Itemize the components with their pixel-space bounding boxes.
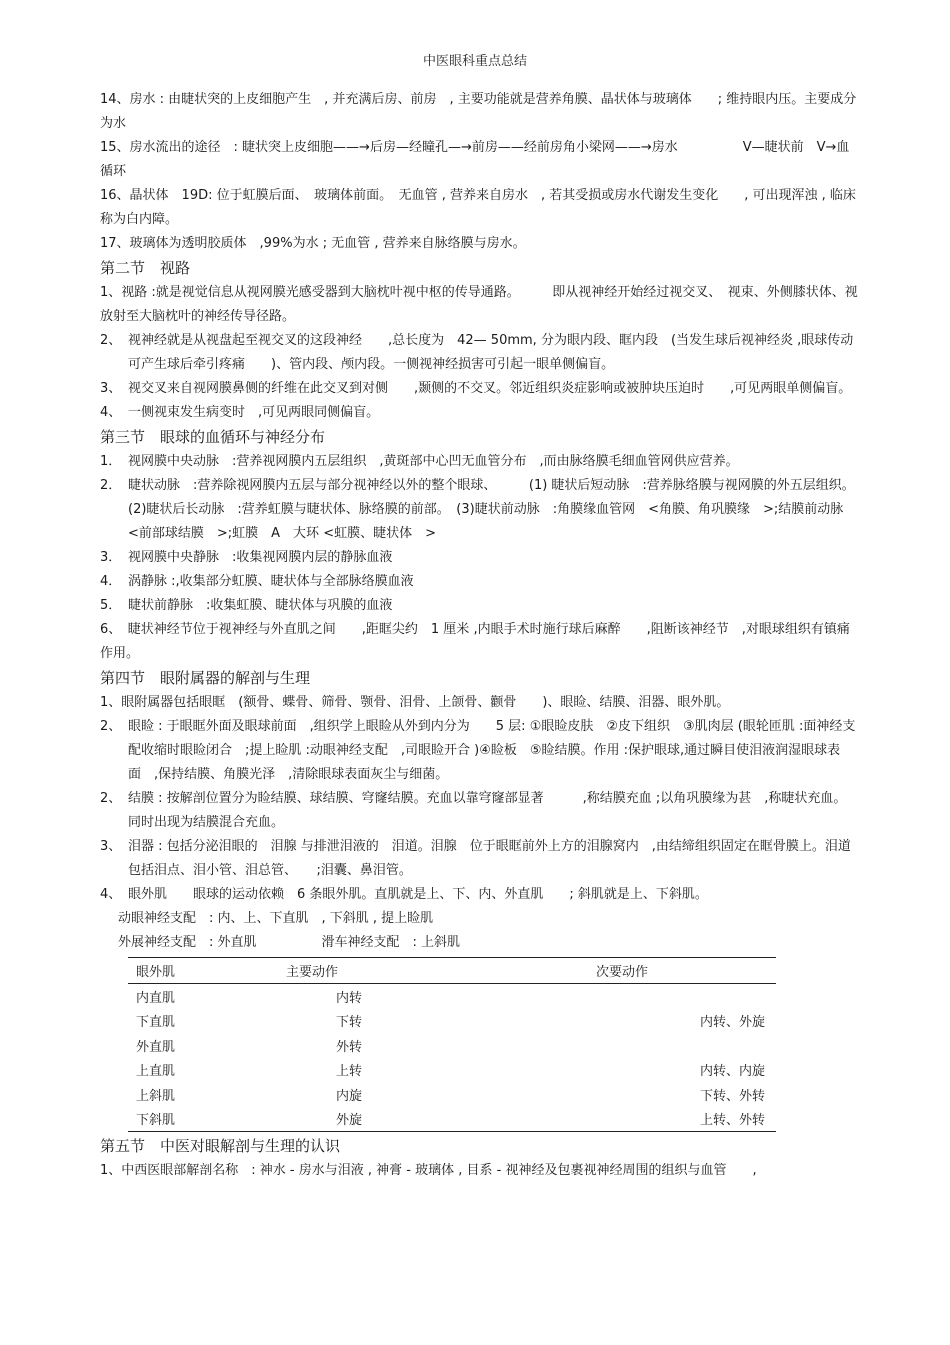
section-2-item [100, 401, 858, 425]
table-row [128, 1058, 776, 1083]
section-3-item [100, 450, 858, 474]
section-4-item [100, 787, 858, 835]
paragraph-16: 16、晶状体 19D: 位于虹膜后面、 玻璃体前面。 无血管 , 营养来自房水 , 若其受损或房水代谢发生变化 , 可出现浑浊 , 临床称为白内障。 [100, 188, 856, 227]
table-cell: 外旋 [336, 1113, 363, 1129]
item-text: 眼睑 : 于眼眶外面及眼球前面 ,组织学上眼睑从外到内分为 5 层: ①眼睑皮肤 ②皮下组织 ③肌肉层 (眼轮匝肌 :面神经支配收缩时眼睑闭合 ;提上睑肌 :动眼神经支配 ,司眼睑开合 )④睑板 ⑤睑结膜。作用 :保护眼球,通过瞬目使泪液润湿眼球表面 ,保持结膜、角膜光泽 ,清除眼球表面灰尘与细菌。 [128, 719, 856, 782]
table-cell: 内转、内旋 [700, 1064, 766, 1080]
extraocular-muscle-table [128, 957, 776, 1132]
table-cell: 上转 [336, 1064, 363, 1080]
table-row [128, 1107, 776, 1132]
paragraph-17: 17、玻璃体为透明胶质体 ,99%为水 ; 无血管 , 营养来自脉络膜与房水。 [100, 236, 526, 251]
item-number: 2． [100, 478, 122, 493]
section-5-paragraph-1: 1、中西医眼部解剖名称 : 神水 - 房水与泪液 , 神膏 - 玻璃体 , 目系 - 视神经及包裹视神经周围的组织与血管 , [100, 1163, 757, 1178]
section-2-item [100, 329, 858, 377]
item-number: 2、 [100, 333, 122, 348]
table-row [128, 984, 776, 1009]
section-2-heading: 第二节 视路 [100, 259, 191, 277]
table-row [128, 1009, 776, 1034]
column-header: 眼外肌 [128, 958, 256, 984]
oculomotor-note: 动眼神经支配 : 内、上、下直肌 , 下斜肌 , 提上睑肌 [118, 911, 434, 926]
table-cell [566, 1033, 776, 1058]
item-number: 3、 [100, 381, 122, 396]
section-3-heading: 第三节 眼球的血循环与神经分布 [100, 428, 326, 446]
item-number: 4、 [100, 887, 122, 902]
table-cell: 上转、外转 [700, 1113, 766, 1129]
item-number: 2、 [100, 791, 122, 806]
table-cell: 下转 [336, 1015, 363, 1031]
column-header: 次要动作 [566, 958, 776, 984]
abducens-trochlear-note: 外展神经支配 : 外直肌 滑车神经支配 : 上斜肌 [118, 935, 461, 950]
item-text: 睫状动脉 :营养除视网膜内五层与部分视神经以外的整个眼球、 (1) 睫状后短动脉 :营养脉络膜与视网膜的外五层组织。 (2)睫状后长动脉 :营养虹膜与睫状体、脉络膜的前部。 (3)睫状前动脉 :角膜缘血管网 <角膜、角巩膜缘 >;结膜前动脉 <前部球结膜 >;虹膜 A 大环 <虹膜、睫状体 > [128, 478, 862, 541]
section-3-item [100, 546, 858, 570]
column-header: 主要动作 [256, 958, 566, 984]
table-cell: 上直肌 [136, 1064, 176, 1080]
table-cell: 内直肌 [136, 990, 176, 1006]
item-text: 眼外肌 眼球的运动依赖 6 条眼外肌。直肌就是上、下、内、外直肌 ; 斜肌就是上、下斜肌。 [128, 887, 708, 902]
item-text: 视神经就是从视盘起至视交叉的这段神经 ,总长度为 42— 50mm, 分为眼内段、眶内段 (当发生球后视神经炎 ,眼球传动可产生球后牵引疼痛 )、管内段、颅内段。一侧视神经损害可引起一眼单侧偏盲。 [128, 333, 854, 372]
section-3-paragraph-6: 6、 睫状神经节位于视神经与外直肌之间 ,距眶尖约 1 厘米 ,内眼手术时施行球后麻醉 ,阻断该神经节 ,对眼球组织有镇痛作用。 [100, 622, 850, 661]
item-number: 4、 [100, 405, 122, 420]
item-text: 涡静脉 :,收集部分虹膜、睫状体与全部脉络膜血液 [128, 574, 414, 589]
section-4-item [100, 835, 858, 883]
table-cell [566, 984, 776, 1009]
section-5-heading: 第五节 中医对眼解剖与生理的认识 [100, 1137, 341, 1155]
table-cell: 内转 [336, 990, 363, 1006]
item-text: 一侧视束发生病变时 ,可见两眼同侧偏盲。 [128, 405, 380, 420]
paragraph-14: 14、房水 : 由睫状突的上皮细胞产生 , 并充满后房、前房 , 主要功能就是营养角膜、晶状体与玻璃体 ; 维持眼内压。主要成分为水 [100, 92, 857, 131]
table-cell: 上斜肌 [136, 1088, 176, 1104]
table-cell: 内转、外旋 [700, 1015, 766, 1031]
item-number: 5． [100, 598, 122, 613]
section-2-item [100, 377, 858, 401]
table-row [128, 1033, 776, 1058]
item-number: 3、 [100, 839, 122, 854]
section-3-item [100, 594, 858, 618]
table-cell: 下直肌 [136, 1015, 176, 1031]
section-3-item [100, 474, 862, 546]
section-3-item [100, 570, 858, 594]
table-row [128, 1082, 776, 1107]
section-4-heading: 第四节 眼附属器的解剖与生理 [100, 669, 311, 687]
item-text: 视网膜中央动脉 :营养视网膜内五层组织 ,黄斑部中心凹无血管分布 ,而由脉络膜毛细血管网供应营养。 [128, 454, 739, 469]
section-4-paragraph-1: 1、眼附属器包括眼眶 (额骨、蝶骨、筛骨、颚骨、泪骨、上颌骨、颧骨 )、眼睑、结膜、泪器、眼外肌。 [100, 695, 730, 710]
page-header: 中医眼科重点总结 [422, 54, 527, 69]
item-text: 泪器 : 包括分泌泪眼的 泪腺 与排泄泪液的 泪道。泪腺 位于眼眶前外上方的泪腺窝内 ,由结缔组织固定在眶骨膜上。泪道包括泪点、泪小管、泪总管、 ;泪囊、鼻泪管。 [128, 839, 851, 878]
item-number: 1． [100, 454, 122, 469]
item-number: 4． [100, 574, 122, 589]
table-cell: 下转、外转 [700, 1088, 766, 1104]
table-cell: 内旋 [336, 1088, 363, 1104]
section-4-item [100, 715, 858, 787]
section-4-item [100, 883, 858, 907]
paragraph-15: 15、房水流出的途径 : 睫状突上皮细胞——→后房—经瞳孔—→前房——经前房角小梁网——→房水 V—睫状前 V→血循环 [100, 140, 850, 179]
table-cell: 外直肌 [136, 1039, 176, 1055]
item-text: 结膜 : 按解剖位置分为睑结膜、球结膜、穹窿结膜。充血以靠穹窿部显著 ,称结膜充血 ;以角巩膜缘为甚 ,称睫状充血。同时出现为结膜混合充血。 [128, 791, 847, 830]
item-text: 视网膜中央静脉 :收集视网膜内层的静脉血液 [128, 550, 393, 565]
item-text: 睫状前静脉 :收集虹膜、睫状体与巩膜的血液 [128, 598, 393, 613]
item-number: 2、 [100, 719, 122, 734]
document-body [100, 88, 862, 1183]
section-2-paragraph-1: 1、视路 :就是视觉信息从视网膜光感受器到大脑枕叶视中枢的传导通路。 即从视神经开始经过视交叉、 视束、外侧膝状体、视放射至大脑枕叶的神经传导径路。 [100, 285, 858, 324]
item-text: 视交叉来自视网膜鼻侧的纤维在此交叉到对侧 ,颞侧的不交叉。邻近组织炎症影响或被肿块压迫时 ,可见两眼单侧偏盲。 [128, 381, 852, 396]
table-header-row [128, 958, 776, 984]
table-cell: 下斜肌 [136, 1113, 176, 1129]
table-cell: 外转 [336, 1039, 363, 1055]
item-number: 3． [100, 550, 122, 565]
